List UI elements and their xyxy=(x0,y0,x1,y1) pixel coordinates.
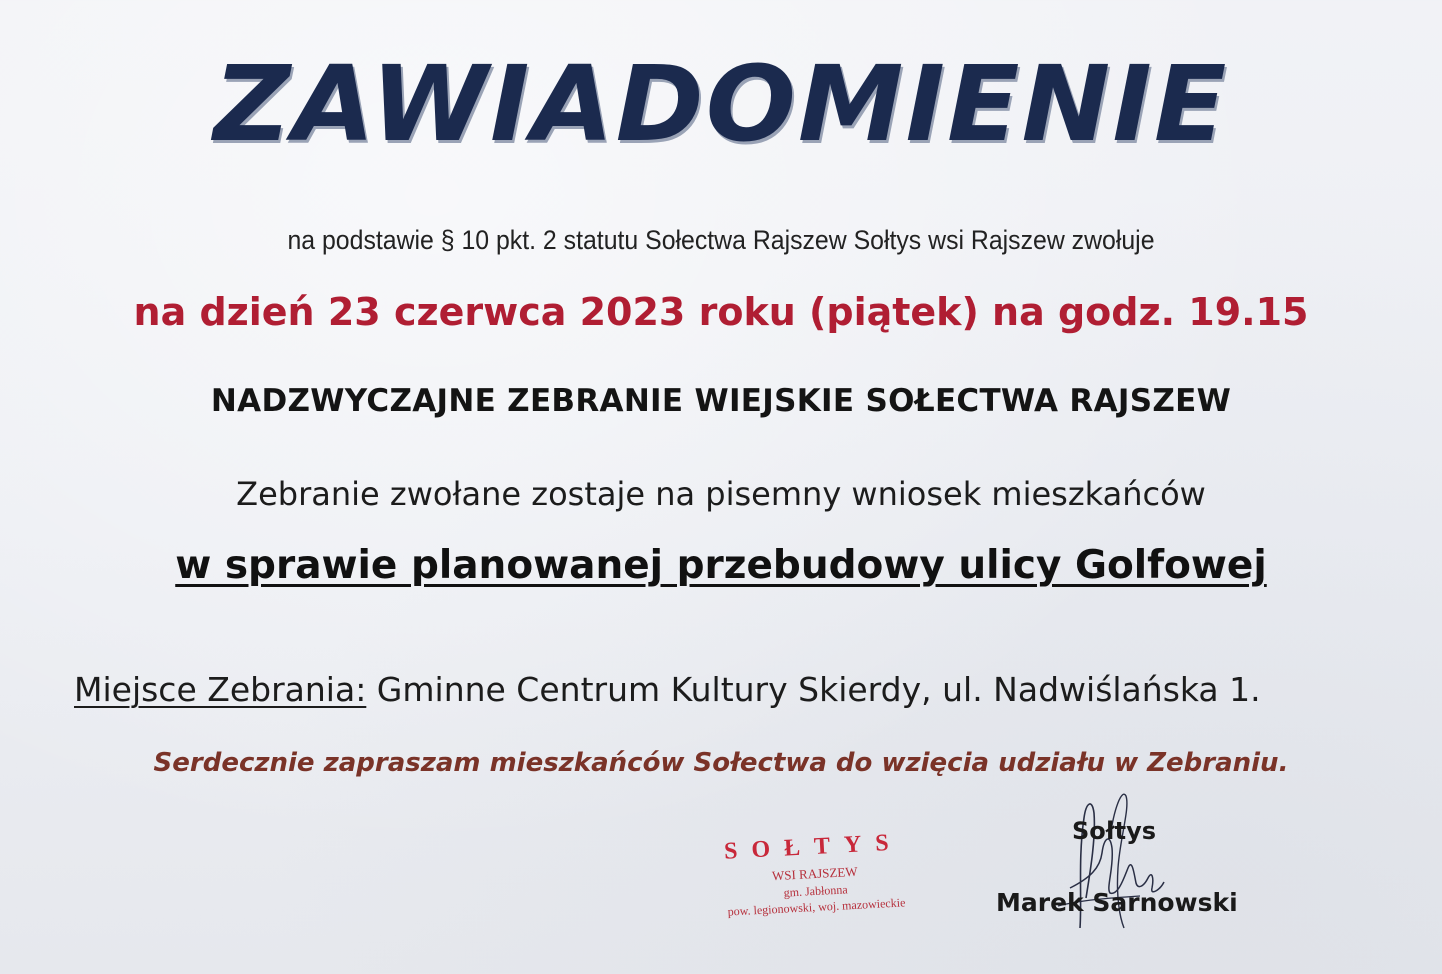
notice-title: ZAWIADOMIENIE xyxy=(213,43,1229,165)
signature-name: Marek Sarnowski xyxy=(996,888,1238,917)
legal-basis: na podstawie § 10 pkt. 2 statutu Sołectwa Rajszew Sołtys wsi Rajszew zwołuje xyxy=(287,225,1155,255)
meeting-place-value: Gminne Centrum Kultury Skierdy, ul. Nadwiślańska 1. xyxy=(366,670,1261,709)
meeting-place xyxy=(74,670,1404,709)
stamp-line-village: WSI RAJSZEW xyxy=(771,863,858,884)
signature-role: Sołtys xyxy=(1072,817,1157,845)
meeting-place-label: Miejsce Zebrania: xyxy=(74,670,367,709)
meeting-date: na dzień 23 czerwca 2023 roku (piątek) na godz. 19.15 xyxy=(133,290,1309,334)
stamp-title: SOŁTYS xyxy=(723,829,904,865)
invitation-line: Serdecznie zapraszam mieszkańców Sołectwa do wzięcia udziału w Zebraniu. xyxy=(153,748,1289,778)
stamp-line-commune: gm. Jabłonna xyxy=(783,882,849,900)
meeting-name: NADZWYCZAJNE ZEBRANIE WIEJSKIE SOŁECTWA RAJSZEW xyxy=(210,383,1232,419)
convened-line: Zebranie zwołane zostaje na pisemny wniosek mieszkańców xyxy=(236,475,1206,513)
meeting-subject-text: w sprawie planowanej przebudowy ulicy Golfowej xyxy=(175,543,1267,588)
official-stamp xyxy=(688,822,943,935)
meeting-subject xyxy=(0,543,1442,588)
stamp-line-county: pow. legionowski, woj. mazowieckie xyxy=(727,895,906,919)
